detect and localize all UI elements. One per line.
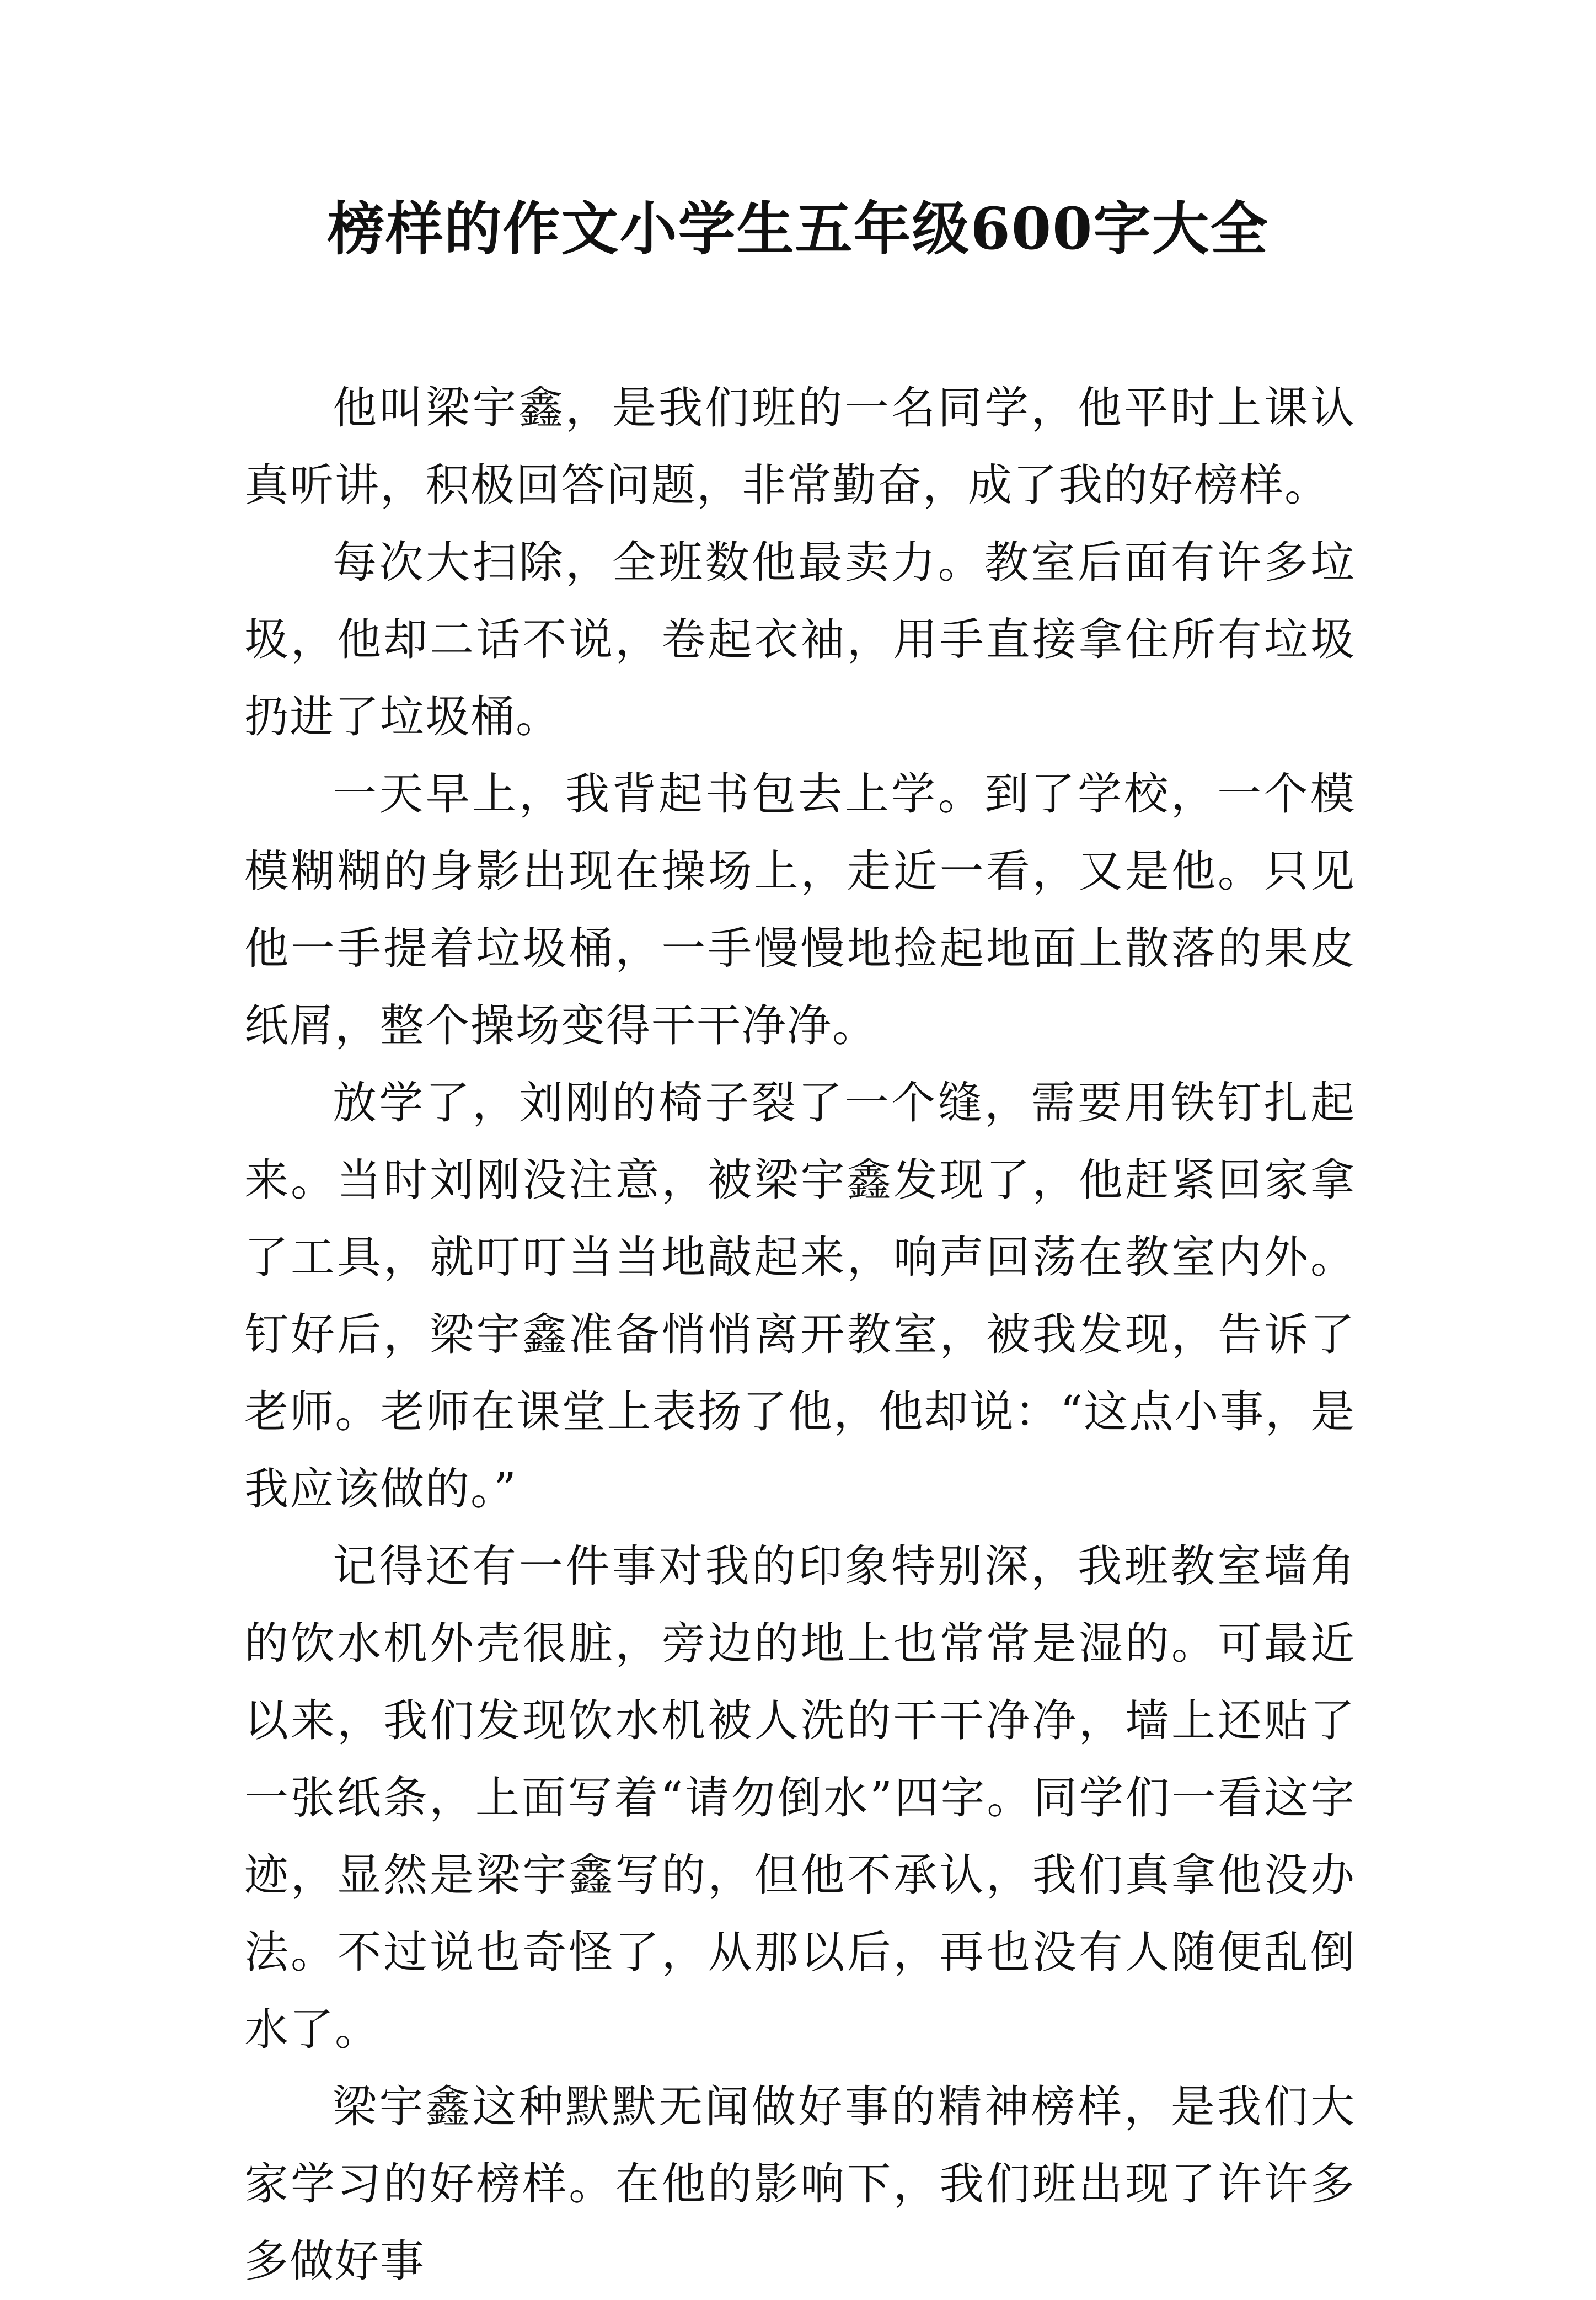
paragraph-1: 他叫梁宇鑫，是我们班的一名同学，他平时上课认真听讲，积极回答问题，非常勤奋，成了我的好榜样。 (244, 382, 1356, 511)
paragraph-2: 每次大扫除，全班数他最卖力。教室后面有许多垃圾，他却二话不说，卷起衣袖，用手直接拿住所有垃圾扔进了垃圾桶。 (244, 537, 1356, 742)
paragraph-6: 梁宇鑫这种默默无闻做好事的精神榜样，是我们大家学习的好榜样。在他的影响下，我们班出现了许许多多做好事 (244, 2081, 1356, 2287)
document-body (244, 370, 1356, 2300)
paragraph-3: 一天早上，我背起书包去上学。到了学校，一个模模糊糊的身影出现在操场上，走近一看，又是他。只见他一手提着垃圾桶，一手慢慢地捡起地面上散落的果皮纸屑，整个操场变得干干净净。 (244, 768, 1356, 1051)
document-title: 榜样的作文小学生五年级600字大全 (327, 195, 1269, 263)
paragraph-5: 记得还有一件事对我的印象特别深，我班教室墙角的饮水机外壳很脏，旁边的地上也常常是湿的。可最近以来，我们发现饮水机被人洗的干干净净，墙上还贴了一张纸条，上面写着“请勿倒水”四字。同学们一看这字迹，显然是梁宇鑫写的，但他不承认，我们真拿他没办法。不过说也奇怪了，从那以后，再也没有人随便乱倒水了。 (244, 1541, 1356, 2055)
paragraph-4: 放学了，刘刚的椅子裂了一个缝，需要用铁钉扎起来。当时刘刚没注意，被梁宇鑫发现了，他赶紧回家拿了工具，就叮叮当当地敲起来，响声回荡在教室内外。钉好后，梁宇鑫准备悄悄离开教室，被我发现，告诉了老师。老师在课堂上表扬了他，他却说：“这点小事，是我应该做的。” (244, 1077, 1356, 1515)
